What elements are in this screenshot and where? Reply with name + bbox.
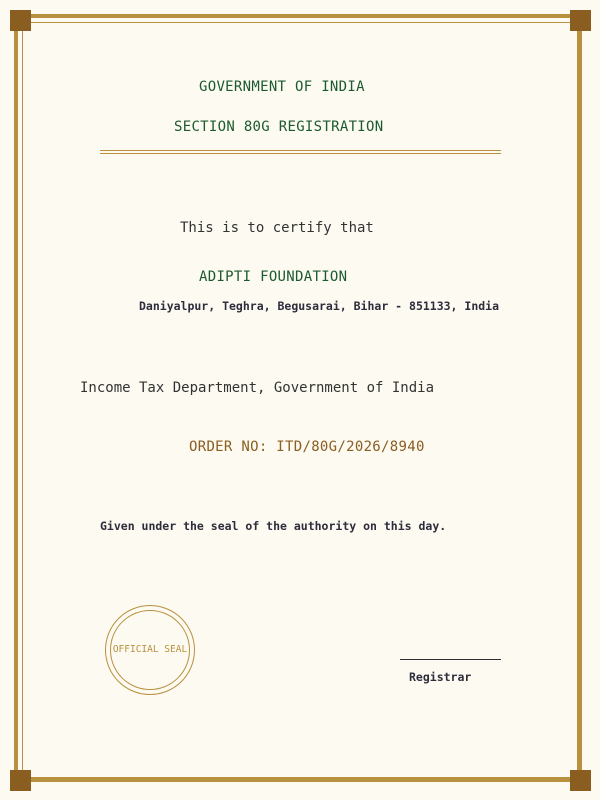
title-divider <box>100 150 501 151</box>
organization-address: Daniyalpur, Teghra, Begusarai, Bihar - 851133, India <box>139 299 500 313</box>
corner-ornament-bottom-right <box>570 770 591 791</box>
issuing-department: Income Tax Department, Government of India <box>80 380 435 396</box>
official-seal <box>105 605 195 695</box>
title-divider-lower <box>100 153 501 154</box>
signatory-title: Registrar <box>409 670 472 684</box>
signature-line <box>400 659 501 660</box>
corner-ornament-top-left <box>10 10 31 31</box>
order-number: ORDER NO: ITD/80G/2026/8940 <box>189 439 425 455</box>
closing-statement: Given under the seal of the authority on this day. <box>100 519 447 533</box>
corner-ornament-top-right <box>570 10 591 31</box>
corner-ornament-bottom-left <box>10 770 31 791</box>
certificate-title: SECTION 80G REGISTRATION <box>174 119 384 135</box>
organization-name: ADIPTI FOUNDATION <box>199 269 348 285</box>
issuing-authority: GOVERNMENT OF INDIA <box>199 79 365 95</box>
inner-border <box>22 22 578 778</box>
seal-text: OFFICIAL SEAL <box>112 644 188 655</box>
certify-statement: This is to certify that <box>180 220 374 236</box>
